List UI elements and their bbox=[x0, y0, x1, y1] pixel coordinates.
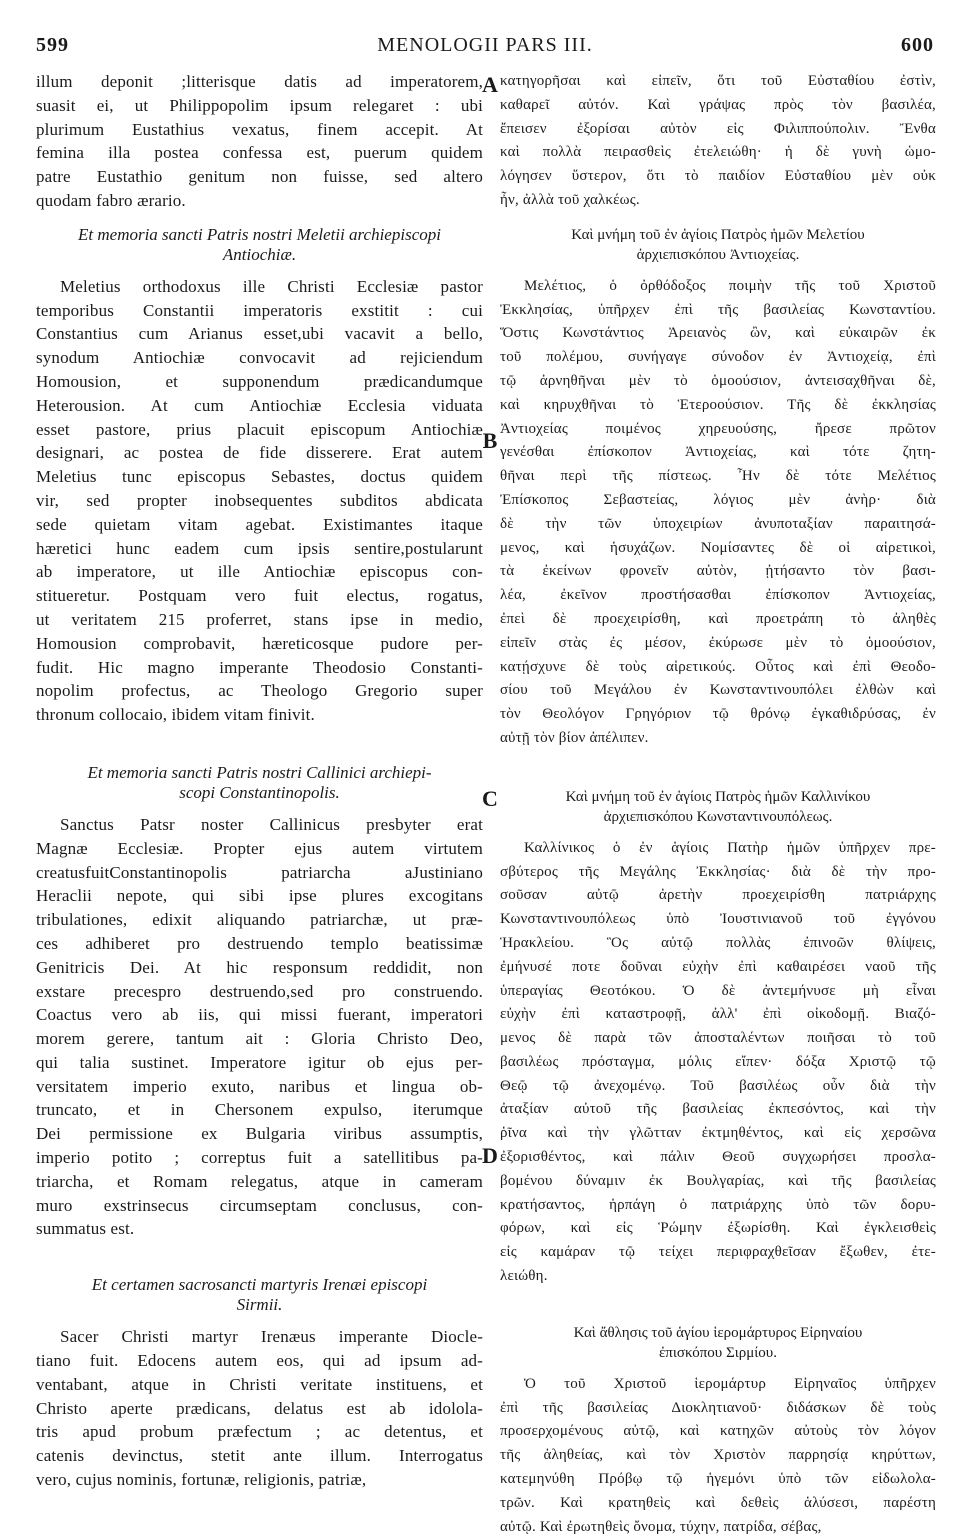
intro-text-line: καθαρεῖ αὐτόν. Καὶ γράψας πρὸς τὸν βασιλέα, bbox=[500, 96, 936, 113]
meletius-text-line: designari, ac postea de fide disserere. Erat autem bbox=[36, 443, 483, 463]
callinicus-text-line: βομένου δύναμιν ἐκ Βουλγαρίας, καὶ τῆς βασιλείας bbox=[500, 1172, 936, 1189]
meletius-text-line: Μελέτιος, ὁ ὀρθόδοξος ποιμὴν τῆς τοῦ Χριστοῦ bbox=[524, 277, 936, 294]
irenaeus-text-line: αὐτῷ. Καὶ ἐρωτηθεὶς ὄνομα, τύχην, πατρίδα, σέβας, bbox=[500, 1518, 822, 1535]
callinicus-text-line: Genitricis Dei. At hic responsum reddidit, non bbox=[36, 957, 483, 977]
callinicus-text-line: βασιλέως πρόσταγμα, μόλις εἴπεν· δόξα Χριστῷ τῷ bbox=[500, 1053, 936, 1070]
meletius-text-line: τὸν Θεολόγον Γρηγόριον τῷ θρόνῳ ἐγκαθιδρύσας, ἐν bbox=[500, 706, 936, 723]
callinicus-text-line: κρατήσαντος, ἡρπάγη ὁ πατριάρχης ὑπὸ τῶν δορυ- bbox=[500, 1196, 936, 1213]
meletius-text-line: Meletius orthodoxus ille Christi Ecclesiæ pastor bbox=[60, 276, 483, 296]
callinicus-text-line: truncato, et in Chersonem expulso, iterumque bbox=[36, 1100, 483, 1120]
meletius-text-line: ἐπεὶ δὲ προεχειρίσθη, καὶ προετράπη τὸ ἀληθὲς bbox=[500, 610, 936, 627]
intro-text-line: patre Eustathio genitum non fuisse, sed altero bbox=[36, 167, 483, 187]
page-number-right: 600 bbox=[901, 34, 934, 56]
callinicus-text-line: ces adhiberet pro destruendo templo beatissimæ bbox=[36, 933, 483, 953]
intro-text-line: plurimum Eustathius vexatus, finem accepit. At bbox=[36, 119, 483, 139]
meletius-text-line: θῆναι περὶ τῆς πίστεως. Ἦν δὲ τότε Μελέτιος bbox=[500, 468, 936, 485]
callinicus-text-line: ὑπεραγίας Θεοτόκου. Ὁ δὲ ἀντεμήνυσε μὴ εἶναι bbox=[500, 982, 936, 999]
irenaeus-text-line: ventabant, atque in Christi veritate instituens, et bbox=[36, 1374, 483, 1394]
intro-text-line: ἔπεισεν ἐξορίσαι αὐτὸν εἰς Φιλιππούπολιν. Ἔνθα bbox=[500, 120, 936, 137]
meletius-text-line: τὰ ἐκείνων φρονεῖν αὐτὸν, ᾐτήσαντο τὸν βασι- bbox=[500, 563, 936, 580]
callinicus-text-line: εὐχὴν ἐπὶ καταστροφῇ, ἀλλ' ἐπὶ οἰκοδομῇ. Βιαζό- bbox=[500, 1006, 936, 1023]
callinicus-text-line: Coactus vero ab iis, qui missi fuerant, imperatori bbox=[36, 1005, 483, 1025]
meletius-text-line: esset pastore, prius placuit episcopum Antiochiæ bbox=[36, 419, 483, 439]
irenaeus-text-line: ἐπὶ τῆς βασιλείας Διοκλητιανοῦ· διδάσκων δὲ τοὺς bbox=[500, 1399, 936, 1416]
margin-letter-b: B bbox=[482, 428, 498, 453]
intro-text-line: suasit ei, ut Philippopolim ipsum relegaret : ubi bbox=[36, 95, 483, 115]
callinicus-text-line: Dei permissione ex Bulgaria viribus assumptis, bbox=[36, 1124, 483, 1144]
intro-text-line: ἦν, ἀλλὰ τοῦ χαλκέως. bbox=[500, 191, 640, 208]
irenaeus-text-line: τῆς ἀληθείας, καὶ τὸν Χριστὸν παρρησίᾳ κηρύττων, bbox=[500, 1447, 936, 1464]
callinicus-text-line: versitatem imperio exuto, naribus et lingua ob- bbox=[36, 1076, 483, 1096]
callinicus-heading-line: Καὶ μνήμη τοῦ ἐν ἁγίοις Πατρὸς ἡμῶν Καλλινίκου bbox=[565, 788, 871, 805]
irenaeus-text-line: tiano fuit. Edocens autem eos, qui ad ipsum ad- bbox=[36, 1351, 483, 1371]
meletius-text-line: τοῦ πολέμου, συνήγαγε σύνοδον ἐν Ἀντιοχείᾳ, ἐπὶ bbox=[500, 349, 936, 366]
meletius-text-line: Homousion comprobavit, hæreticosque pudore per- bbox=[36, 633, 483, 653]
irenaeus-heading-line: Sirmii. bbox=[236, 1295, 283, 1315]
meletius-text-line: ut veritatem 215 proferret, stans ipse in medio, bbox=[36, 609, 483, 629]
intro-text-line: femina illa postea confessa est, puerum quidem bbox=[36, 143, 483, 163]
callinicus-text-line: σβύτερος τῆς Μεγάλης Ἐκκλησίας· διὰ δὲ τὴν προ- bbox=[500, 863, 936, 880]
callinicus-text-line: Θεῷ τῷ ἀνεχομένῳ. Τοῦ βασιλέως οὖν διὰ τὴν bbox=[500, 1077, 936, 1094]
meletius-text-line: μενος, καὶ ἡσυχάζων. Νομίσαντες δὲ οἱ αἱρετικοὶ, bbox=[500, 539, 936, 556]
meletius-text-line: vir, sed propter inobsequentes subditos abdicata bbox=[36, 490, 483, 510]
intro-text-line: κατηγορῆσαι καὶ εἰπεῖν, ὅτι τοῦ Εὐσταθίου ἐστὶν, bbox=[500, 73, 936, 89]
running-title: MENOLOGII PARS III. bbox=[377, 34, 593, 56]
irenaeus-text-line: Christo aperte prædicans, delatus est ab idolola- bbox=[36, 1398, 483, 1418]
callinicus-text-line: σοῦσαν αὐτῷ ἀρετὴν προεχειρίσθη πατριάρχης bbox=[500, 887, 936, 904]
callinicus-text-line: ῥῖνα καὶ τὴν γλῶτταν ἐκτμηθέντος, καὶ εἰς χερσῶνα bbox=[500, 1125, 936, 1142]
callinicus-text-line: Κωνσταντινουπόλεως ὑπὸ Ἰουστινιανοῦ τοῦ ἐγγόνου bbox=[500, 911, 936, 928]
meletius-heading-line: Antiochiæ. bbox=[222, 244, 297, 264]
meletius-text-line: δὲ τὴν τῶν ὑποχειρίων ἀνυποταξίαν παραιτησά- bbox=[500, 515, 936, 532]
callinicus-text-line: Ἡρακλείου. Ὃς αὐτῷ πολλὰς ἐπινοῶν θλίψεις, bbox=[500, 934, 936, 951]
meletius-text-line: λέα, ἐκεῖνον προστήσασθαι ἐπίσκοπον Ἀντιοχείας, bbox=[500, 587, 936, 604]
irenaeus-text-line: Ὁ τοῦ Χριστοῦ ἱερομάρτυρ Εἰρηναῖος ὑπῆρχεν bbox=[524, 1375, 936, 1392]
callinicus-text-line: Magnæ Ecclesiæ. Propter ejus autem virtutem bbox=[36, 838, 483, 858]
meletius-text-line: thronum collocaio, ibidem vitam finivit. bbox=[36, 705, 315, 725]
meletius-text-line: Meletius tunc episcopus Sebastes, doctus quidem bbox=[36, 467, 483, 487]
callinicus-heading-line: scopi Constantinopolis. bbox=[179, 782, 340, 802]
meletius-text-line: Heterousion. At cum Antiochiæ Ecclesia viduata bbox=[36, 395, 483, 415]
intro-text-line: καὶ πολλὰ πειρασθεὶς ἐτελειώθη· ἡ δὲ γυνὴ ὡμο- bbox=[500, 144, 936, 161]
meletius-text-line: σίου τοῦ Μεγάλου ἐν Κωνσταντινουπόλει ἐλθὼν καὶ bbox=[500, 682, 936, 699]
irenaeus-text-line: vero, cujus nominis, fortunæ, religionis, patriæ, bbox=[36, 1470, 367, 1490]
meletius-heading-line: Καὶ μνήμη τοῦ ἐν ἁγίοις Πατρὸς ἡμῶν Μελετίου bbox=[571, 226, 865, 243]
callinicus-text-line: λειώθη. bbox=[500, 1268, 548, 1285]
callinicus-text-line: triarcha, et Romam relegatus, atque in cameram bbox=[36, 1171, 483, 1191]
intro-text-line: quodam fabro ærario. bbox=[36, 190, 186, 210]
callinicus-text-line: morem gerere, tantum ait : Gloria Christo Deo, bbox=[36, 1029, 483, 1049]
callinicus-text-line: muro exstrinsecus circumseptam conclusus, con- bbox=[36, 1195, 483, 1215]
irenaeus-heading-line: Καὶ ἄθλησις τοῦ ἁγίου ἱερομάρτυρος Εἰρηναίου bbox=[573, 1324, 863, 1341]
irenaeus-text-line: τρῶν. Καὶ κρατηθεὶς καὶ δεθεὶς ἁλύσεσι, παρέστη bbox=[500, 1494, 936, 1511]
meletius-text-line: Ἐκκλησίας, ὑπῆρχεν ἐπὶ τῆς βασιλείας Κωνσταντίου. bbox=[500, 301, 936, 318]
callinicus-heading-line: Et memoria sancti Patris nostri Callinici archiepi- bbox=[87, 762, 432, 782]
irenaeus-heading-line: Et certamen sacrosancti martyris Irenæi episcopi bbox=[91, 1275, 428, 1295]
meletius-text-line: nopolim profectus, ac Theologo Gregorio super bbox=[36, 681, 483, 701]
meletius-text-line: hæretici hunc eadem cum ipsis sentire,postularunt bbox=[36, 538, 483, 558]
callinicus-heading-line: ἀρχιεπισκόπου Κωνσταντινουπόλεως. bbox=[603, 808, 833, 825]
meletius-heading-line: ἀρχιεπισκόπου Ἀντιοχείας. bbox=[636, 246, 800, 263]
meletius-text-line: fudit. Hic magno imperante Theodosio Constanti- bbox=[36, 657, 483, 677]
callinicus-text-line: tribulationes, edixit aliquando patriarchæ, ut præ- bbox=[36, 910, 483, 930]
callinicus-text-line: Heraclii nepote, qui sibi ipse plures excogitans bbox=[36, 886, 483, 906]
meletius-text-line: stitueretur. Postquam vero fuit electus, rogatus, bbox=[36, 586, 483, 606]
callinicus-text-line: ἐξορισθέντος, καὶ πάλιν Θεοῦ συγχωρήσει προσλα- bbox=[500, 1149, 936, 1166]
callinicus-text-line: Καλλίνικος ὁ ἐν ἁγίοις Πατὴρ ἡμῶν ὑπῆρχεν πρε- bbox=[524, 839, 936, 856]
callinicus-text-line: qui talia sustinet. Imperatore igitur ob ejus per- bbox=[36, 1052, 483, 1072]
callinicus-text-line: exstare precespro destruendo,sed pro construendo. bbox=[36, 981, 483, 1001]
meletius-text-line: αὐτῇ τὸν βίον ἀπέλιπεν. bbox=[500, 729, 649, 746]
callinicus-text-line: εἰς καμάραν τῷ τείχει περιφραχθεῖσαν ἔξωθεν, ἐτε- bbox=[500, 1244, 936, 1261]
meletius-heading-line: Et memoria sancti Patris nostri Meletii archiepiscopi bbox=[78, 224, 441, 244]
meletius-text-line: synodum Antiochiæ convocavit ad rejiciendum bbox=[36, 348, 483, 368]
meletius-text-line: Ἀντιοχείας ποιμένος χηρευούσης, ἤρεσε πρῶτον bbox=[500, 420, 936, 437]
meletius-text-line: sede quietam vitam agebat. Existimantes itaque bbox=[36, 514, 483, 534]
greek-column bbox=[500, 70, 936, 1539]
intro-text-line: illum deponit ;litterisque datis ad imperatorem, bbox=[36, 72, 483, 91]
callinicus-text-line: imperio potito ; correptus fuit a satellitibus pa- bbox=[36, 1148, 483, 1168]
meletius-text-line: εἰπεῖν στὰς ἐς μέσον, ἐκύρωσε μὲν τὸ ὁμοούσιον, bbox=[500, 634, 936, 651]
irenaeus-heading-line: ἐπισκόπου Σιρμίου. bbox=[659, 1344, 777, 1361]
meletius-text-line: Constantius cum Arianus esset,ubi vacavit a bello, bbox=[36, 324, 483, 344]
callinicus-text-line: summatus est. bbox=[36, 1219, 135, 1239]
irenaeus-text-line: tris apud probum præfectum ; ac detentus, et bbox=[36, 1422, 483, 1442]
latin-column bbox=[36, 70, 483, 1492]
irenaeus-text-line: κατεμηνύθη Πρόβῳ τῷ ἡγεμόνι ὑπὸ τῶν εἰδωλολα- bbox=[500, 1471, 936, 1488]
margin-letter-c: C bbox=[482, 786, 498, 811]
meletius-text-line: γενέσθαι ἐπίσκοπον Ἀντιοχείας, καὶ τότε ζητη- bbox=[500, 444, 936, 461]
meletius-text-line: Homousion, et supponendum prædicandumque bbox=[36, 371, 483, 391]
callinicus-text-line: μενος δὲ παρὰ τῶν ἀποσταλέντων ποιῆσαι τὸ τοῦ bbox=[500, 1030, 936, 1047]
page-number-left: 599 bbox=[36, 34, 69, 56]
meletius-text-line: τῷ ἀρνηθῆναι μὲν τὸ ὁμοούσιον, ἀντεισαχθῆναι δὲ, bbox=[500, 372, 936, 389]
irenaeus-text-line: προσερχομένους αὐτῷ, καὶ κατηχῶν αὐτοὺς τὸν λόγον bbox=[500, 1423, 936, 1440]
callinicus-text-line: creatusfuitConstantinopolis patriarcha aJustiniano bbox=[36, 862, 483, 882]
callinicus-text-line: ἐμήνυσέ ποτε δοῦναι εὐχὴν ἐπὶ καθαιρέσει ναοῦ τῆς bbox=[500, 958, 936, 975]
callinicus-text-line: Sanctus Patsr noster Callinicus presbyter erat bbox=[60, 814, 483, 834]
meletius-text-line: temporibus Constantii imperatoris exstitit : cui bbox=[36, 300, 483, 320]
meletius-text-line: κατῄσχυνε δὲ τοὺς αἱρετικούς. Οὗτος καὶ ἐπὶ Θεοδο- bbox=[500, 658, 936, 675]
intro-text-line: λόγησεν ὕστερον, ὅτι τὸ παιδίον Εὐσταθίου μὲν οὐκ bbox=[500, 168, 936, 185]
meletius-text-line: Ὅστις Κωνστάντιος Ἀρειανὸς ὢν, καὶ εὐκαιρῶν ἐκ bbox=[500, 325, 936, 342]
meletius-text-line: ab imperatore, ut ille Antiochiæ episcopus con- bbox=[36, 562, 483, 582]
running-header bbox=[36, 34, 934, 64]
margin-letter-d: D bbox=[482, 1143, 498, 1168]
callinicus-text-line: ἀταξίαν αὐτοῦ τῆς βασιλείας ἐκπεσόντος, καὶ τὴν bbox=[500, 1101, 936, 1118]
irenaeus-text-line: Sacer Christi martyr Irenæus imperante Diocle- bbox=[60, 1327, 483, 1347]
margin-letter-a: A bbox=[482, 72, 498, 97]
callinicus-text-line: φόρων, καὶ εἰς Ῥώμην ἐξωρίσθη. Καὶ ἐγκλεισθεὶς bbox=[500, 1220, 936, 1237]
meletius-text-line: Ἐπίσκοπος Σεβαστείας, λόγιος μὲν ἀνὴρ· διὰ bbox=[500, 491, 936, 508]
meletius-text-line: καὶ κηρυχθῆναι τὸ Ἑτεροούσιον. Τῆς δὲ ἐκκλησίας bbox=[500, 396, 936, 413]
irenaeus-text-line: catenis devinctus, stetit ante illum. Interrogatus bbox=[36, 1446, 483, 1466]
